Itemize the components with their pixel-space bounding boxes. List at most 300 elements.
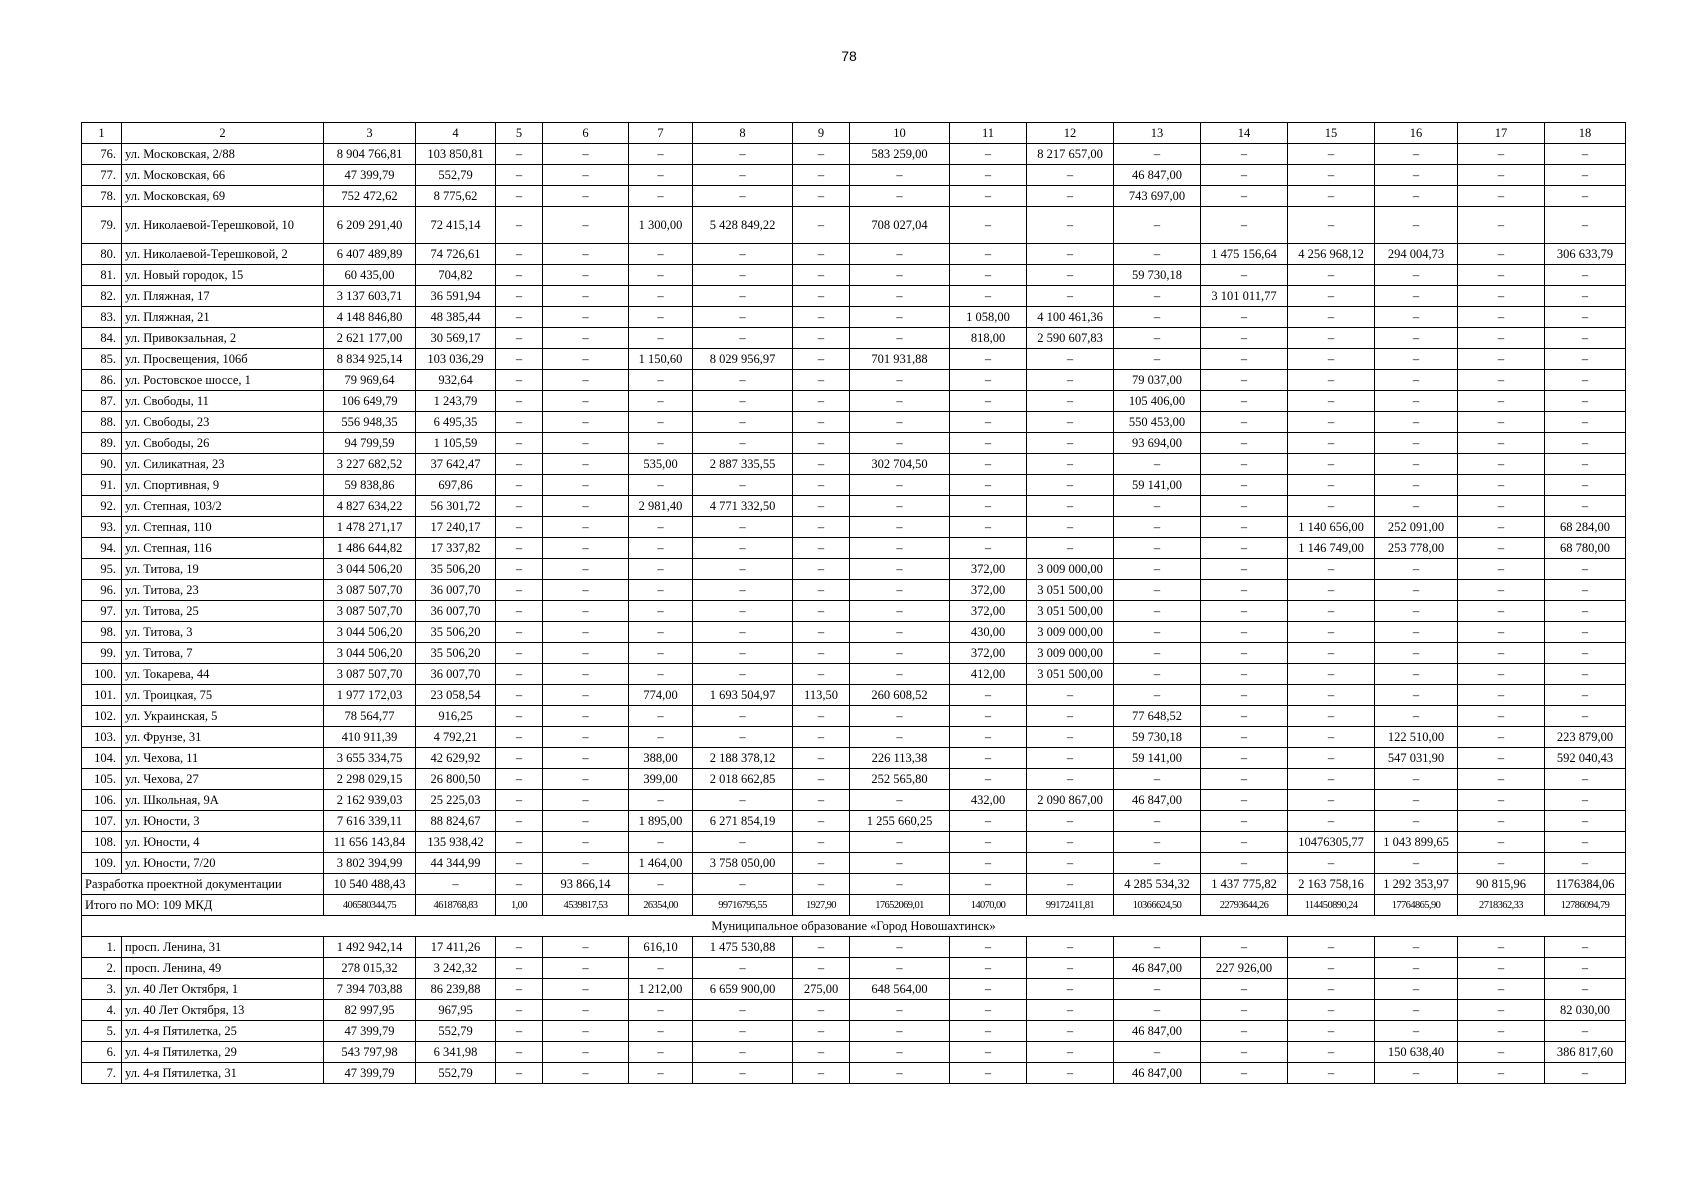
value-cell: –	[1375, 144, 1458, 165]
value-cell: –	[1027, 979, 1114, 1000]
value-cell: –	[1201, 622, 1288, 643]
value-cell: 399,00	[629, 769, 693, 790]
value-cell: –	[1545, 769, 1626, 790]
value-cell: –	[1375, 601, 1458, 622]
column-header: 16	[1375, 123, 1458, 144]
value-cell: 616,10	[629, 937, 693, 958]
value-cell: –	[1288, 811, 1375, 832]
value-cell: –	[1375, 811, 1458, 832]
value-cell: 372,00	[950, 559, 1027, 580]
value-cell: –	[1545, 685, 1626, 706]
value-cell: 1 058,00	[950, 307, 1027, 328]
value-cell: –	[1201, 790, 1288, 811]
value-cell: –	[543, 244, 629, 265]
value-cell: –	[793, 496, 850, 517]
value-cell: –	[1027, 1063, 1114, 1084]
value-cell: –	[1545, 207, 1626, 244]
row-number: 1.	[82, 937, 122, 958]
value-cell: –	[543, 643, 629, 664]
value-cell: 14070,00	[950, 895, 1027, 916]
value-cell: 302 704,50	[850, 454, 950, 475]
value-cell: –	[850, 664, 950, 685]
value-cell: –	[496, 643, 543, 664]
value-cell: –	[1375, 186, 1458, 207]
address-cell: ул. Степная, 103/2	[122, 496, 324, 517]
value-cell: –	[1458, 727, 1545, 748]
value-cell: 3 009 000,00	[1027, 622, 1114, 643]
value-cell: 8 029 956,97	[693, 349, 793, 370]
value-cell: 88 824,67	[416, 811, 496, 832]
value-cell: –	[1288, 496, 1375, 517]
row-number: 80.	[82, 244, 122, 265]
value-cell: 372,00	[950, 601, 1027, 622]
value-cell: –	[629, 475, 693, 496]
value-cell: –	[850, 622, 950, 643]
value-cell: –	[1458, 601, 1545, 622]
value-cell: –	[543, 853, 629, 874]
row-number: 102.	[82, 706, 122, 727]
value-cell: –	[850, 1063, 950, 1084]
value-cell: –	[1375, 433, 1458, 454]
value-cell: 3 087 507,70	[324, 580, 416, 601]
value-cell: –	[1545, 454, 1626, 475]
value-cell: –	[793, 1042, 850, 1063]
row-number: 81.	[82, 265, 122, 286]
value-cell: –	[1027, 769, 1114, 790]
row-number: 7.	[82, 1063, 122, 1084]
value-cell: 1 140 656,00	[1288, 517, 1375, 538]
value-cell: –	[1027, 685, 1114, 706]
value-cell: 3 087 507,70	[324, 601, 416, 622]
value-cell: –	[950, 538, 1027, 559]
value-cell: 8 834 925,14	[324, 349, 416, 370]
value-cell: –	[1027, 832, 1114, 853]
value-cell: 275,00	[793, 979, 850, 1000]
row-number: 96.	[82, 580, 122, 601]
value-cell: 6 659 900,00	[693, 979, 793, 1000]
value-cell: –	[1201, 1021, 1288, 1042]
column-header: 1	[82, 123, 122, 144]
value-cell: –	[496, 580, 543, 601]
value-cell: –	[850, 1021, 950, 1042]
row-number: 3.	[82, 979, 122, 1000]
value-cell: –	[1288, 144, 1375, 165]
value-cell: 82 030,00	[1545, 1000, 1626, 1021]
address-cell: ул. 4-я Пятилетка, 25	[122, 1021, 324, 1042]
value-cell: –	[1288, 601, 1375, 622]
value-cell: 74 726,61	[416, 244, 496, 265]
value-cell: –	[950, 517, 1027, 538]
value-cell: 388,00	[629, 748, 693, 769]
value-cell: –	[1458, 685, 1545, 706]
value-cell: –	[950, 685, 1027, 706]
value-cell: 6 407 489,89	[324, 244, 416, 265]
value-cell: –	[496, 328, 543, 349]
value-cell: –	[850, 958, 950, 979]
value-cell: –	[629, 958, 693, 979]
value-cell: –	[543, 601, 629, 622]
value-cell: –	[950, 475, 1027, 496]
row-number: 108.	[82, 832, 122, 853]
value-cell: –	[1545, 706, 1626, 727]
value-cell: –	[950, 727, 1027, 748]
value-cell: 1 437 775,82	[1201, 874, 1288, 895]
value-cell: 1 255 660,25	[850, 811, 950, 832]
value-cell: 35 506,20	[416, 559, 496, 580]
value-cell: –	[693, 307, 793, 328]
value-cell: 294 004,73	[1375, 244, 1458, 265]
value-cell: –	[496, 832, 543, 853]
value-cell: –	[850, 328, 950, 349]
value-cell: –	[793, 391, 850, 412]
value-cell: –	[1027, 538, 1114, 559]
value-cell: –	[850, 165, 950, 186]
value-cell: –	[496, 454, 543, 475]
value-cell: –	[1201, 1063, 1288, 1084]
value-cell: 1927,90	[793, 895, 850, 916]
value-cell: 430,00	[950, 622, 1027, 643]
value-cell: –	[950, 207, 1027, 244]
table-row	[82, 937, 1626, 958]
value-cell: 2 981,40	[629, 496, 693, 517]
value-cell: –	[543, 144, 629, 165]
value-cell: –	[693, 643, 793, 664]
value-cell: –	[693, 832, 793, 853]
value-cell: 60 435,00	[324, 265, 416, 286]
value-cell: –	[950, 958, 1027, 979]
value-cell: –	[629, 622, 693, 643]
value-cell: –	[1288, 286, 1375, 307]
address-cell: ул. Титова, 7	[122, 643, 324, 664]
value-cell: 583 259,00	[850, 144, 950, 165]
value-cell: –	[1458, 328, 1545, 349]
table-row	[82, 958, 1626, 979]
value-cell: 543 797,98	[324, 1042, 416, 1063]
value-cell: –	[793, 664, 850, 685]
value-cell: 3 227 682,52	[324, 454, 416, 475]
value-cell: –	[1114, 622, 1201, 643]
value-cell: 3 051 500,00	[1027, 580, 1114, 601]
value-cell: –	[1114, 979, 1201, 1000]
value-cell: 1 043 899,65	[1375, 832, 1458, 853]
row-number: 86.	[82, 370, 122, 391]
value-cell: –	[496, 937, 543, 958]
value-cell: –	[693, 559, 793, 580]
value-cell: 1 464,00	[629, 853, 693, 874]
value-cell: –	[693, 517, 793, 538]
value-cell: –	[1458, 433, 1545, 454]
value-cell: –	[1545, 412, 1626, 433]
value-cell: 743 697,00	[1114, 186, 1201, 207]
value-cell: –	[1545, 1021, 1626, 1042]
value-cell: 3 051 500,00	[1027, 664, 1114, 685]
column-header: 11	[950, 123, 1027, 144]
project-documentation-row	[82, 874, 1626, 895]
value-cell: –	[496, 412, 543, 433]
value-cell: 3 101 011,77	[1201, 286, 1288, 307]
value-cell: –	[1288, 454, 1375, 475]
value-cell: –	[496, 790, 543, 811]
value-cell: –	[1458, 349, 1545, 370]
value-cell: –	[693, 144, 793, 165]
column-header: 3	[324, 123, 416, 144]
value-cell: 227 926,00	[1201, 958, 1288, 979]
value-cell: 4 792,21	[416, 727, 496, 748]
value-cell: –	[1375, 664, 1458, 685]
table-row	[82, 979, 1626, 1000]
value-cell: 135 938,42	[416, 832, 496, 853]
value-cell: –	[1458, 664, 1545, 685]
value-cell: 1 977 172,03	[324, 685, 416, 706]
value-cell: –	[496, 286, 543, 307]
row-number: 104.	[82, 748, 122, 769]
value-cell: –	[1201, 601, 1288, 622]
table-row	[82, 286, 1626, 307]
row-number: 109.	[82, 853, 122, 874]
value-cell: –	[1545, 307, 1626, 328]
value-cell: –	[629, 727, 693, 748]
value-cell: 44 344,99	[416, 853, 496, 874]
value-cell: 226 113,38	[850, 748, 950, 769]
value-cell: –	[496, 1000, 543, 1021]
value-cell: –	[629, 286, 693, 307]
value-cell: –	[1201, 207, 1288, 244]
row-number: 89.	[82, 433, 122, 454]
row-number: 92.	[82, 496, 122, 517]
value-cell: –	[693, 538, 793, 559]
value-cell: 556 948,35	[324, 412, 416, 433]
value-cell: 113,50	[793, 685, 850, 706]
value-cell: –	[1114, 1042, 1201, 1063]
value-cell: –	[496, 727, 543, 748]
column-header: 12	[1027, 123, 1114, 144]
value-cell: –	[1201, 706, 1288, 727]
value-cell: 59 730,18	[1114, 265, 1201, 286]
value-cell: –	[850, 517, 950, 538]
column-header: 5	[496, 123, 543, 144]
value-cell: –	[850, 475, 950, 496]
row-number: 76.	[82, 144, 122, 165]
value-cell: 79 969,64	[324, 370, 416, 391]
address-cell: ул. Степная, 116	[122, 538, 324, 559]
value-cell: –	[1288, 328, 1375, 349]
value-cell: –	[1545, 496, 1626, 517]
value-cell: 17 240,17	[416, 517, 496, 538]
value-cell: –	[1545, 937, 1626, 958]
value-cell: –	[693, 475, 793, 496]
value-cell: –	[496, 496, 543, 517]
value-cell: –	[1545, 622, 1626, 643]
value-cell: –	[543, 664, 629, 685]
address-cell: ул. Свободы, 26	[122, 433, 324, 454]
value-cell: –	[1458, 748, 1545, 769]
table-header-row	[82, 123, 1626, 144]
column-header: 2	[122, 123, 324, 144]
value-cell: 774,00	[629, 685, 693, 706]
value-cell: –	[496, 748, 543, 769]
value-cell: 4 256 968,12	[1288, 244, 1375, 265]
value-cell: –	[950, 454, 1027, 475]
value-cell: –	[950, 186, 1027, 207]
row-number: 87.	[82, 391, 122, 412]
value-cell: –	[1458, 580, 1545, 601]
row-number: 6.	[82, 1042, 122, 1063]
value-cell: –	[1458, 475, 1545, 496]
value-cell: –	[1027, 186, 1114, 207]
section-header-row	[82, 916, 1626, 937]
value-cell: –	[793, 475, 850, 496]
value-cell: –	[950, 244, 1027, 265]
value-cell: –	[1114, 517, 1201, 538]
row-number: 84.	[82, 328, 122, 349]
value-cell: –	[1458, 1063, 1545, 1084]
address-cell: ул. Степная, 110	[122, 517, 324, 538]
value-cell: 3 009 000,00	[1027, 643, 1114, 664]
address-cell: ул. Школьная, 9А	[122, 790, 324, 811]
value-cell: –	[693, 874, 793, 895]
value-cell: 79 037,00	[1114, 370, 1201, 391]
value-cell: –	[850, 727, 950, 748]
row-number: 5.	[82, 1021, 122, 1042]
value-cell: –	[793, 412, 850, 433]
value-cell: –	[1545, 165, 1626, 186]
value-cell: –	[1288, 186, 1375, 207]
value-cell: –	[1114, 853, 1201, 874]
value-cell: –	[850, 370, 950, 391]
value-cell: –	[496, 1042, 543, 1063]
value-cell: –	[793, 958, 850, 979]
value-cell: –	[1375, 412, 1458, 433]
value-cell: –	[1458, 244, 1545, 265]
value-cell: –	[629, 370, 693, 391]
value-cell: –	[629, 244, 693, 265]
value-cell: 56 301,72	[416, 496, 496, 517]
value-cell: –	[1288, 412, 1375, 433]
table-row	[82, 165, 1626, 186]
value-cell: –	[793, 144, 850, 165]
value-cell: –	[950, 937, 1027, 958]
value-cell: –	[543, 412, 629, 433]
value-cell: –	[1375, 937, 1458, 958]
data-table	[81, 122, 1626, 1084]
value-cell: 7 394 703,88	[324, 979, 416, 1000]
value-cell: –	[1027, 727, 1114, 748]
value-cell: –	[543, 958, 629, 979]
value-cell: –	[1027, 391, 1114, 412]
value-cell: –	[1375, 979, 1458, 1000]
value-cell: –	[1288, 706, 1375, 727]
table-row	[82, 265, 1626, 286]
value-cell: –	[850, 937, 950, 958]
value-cell: –	[1201, 165, 1288, 186]
value-cell: –	[629, 186, 693, 207]
value-cell: –	[850, 601, 950, 622]
value-cell: –	[1458, 307, 1545, 328]
value-cell: 35 506,20	[416, 622, 496, 643]
value-cell: 535,00	[629, 454, 693, 475]
address-cell: ул. Московская, 69	[122, 186, 324, 207]
value-cell: –	[1201, 454, 1288, 475]
value-cell: –	[950, 811, 1027, 832]
value-cell: 752 472,62	[324, 186, 416, 207]
value-cell: –	[543, 328, 629, 349]
value-cell: –	[629, 559, 693, 580]
value-cell: –	[793, 328, 850, 349]
value-cell: 36 591,94	[416, 286, 496, 307]
value-cell: –	[793, 790, 850, 811]
value-cell: –	[1201, 412, 1288, 433]
value-cell: –	[629, 1000, 693, 1021]
address-cell: просп. Ленина, 31	[122, 937, 324, 958]
table-row	[82, 580, 1626, 601]
value-cell: –	[1027, 853, 1114, 874]
value-cell: –	[1375, 1000, 1458, 1021]
value-cell: –	[693, 580, 793, 601]
value-cell: –	[1114, 643, 1201, 664]
value-cell: 708 027,04	[850, 207, 950, 244]
row-number: 106.	[82, 790, 122, 811]
value-cell: 252 091,00	[1375, 517, 1458, 538]
value-cell: 252 565,80	[850, 769, 950, 790]
value-cell: –	[1114, 244, 1201, 265]
value-cell: 1 212,00	[629, 979, 693, 1000]
value-cell: –	[793, 937, 850, 958]
value-cell: –	[1114, 286, 1201, 307]
value-cell: –	[629, 1063, 693, 1084]
value-cell: –	[1201, 370, 1288, 391]
value-cell: –	[950, 496, 1027, 517]
value-cell: 42 629,92	[416, 748, 496, 769]
value-cell: 35 506,20	[416, 643, 496, 664]
value-cell: –	[793, 706, 850, 727]
column-header: 18	[1545, 123, 1626, 144]
value-cell: –	[629, 265, 693, 286]
value-cell: –	[496, 769, 543, 790]
value-cell: –	[1458, 1021, 1545, 1042]
value-cell: –	[693, 265, 793, 286]
value-cell: –	[1201, 349, 1288, 370]
value-cell: –	[496, 958, 543, 979]
value-cell: –	[793, 433, 850, 454]
value-cell: –	[693, 1021, 793, 1042]
value-cell: –	[1545, 580, 1626, 601]
row-number: 78.	[82, 186, 122, 207]
address-cell: ул. Пляжная, 17	[122, 286, 324, 307]
address-cell: просп. Ленина, 49	[122, 958, 324, 979]
value-cell: 1 292 353,97	[1375, 874, 1458, 895]
value-cell: 2 018 662,85	[693, 769, 793, 790]
value-cell: –	[1545, 186, 1626, 207]
value-cell: –	[1288, 559, 1375, 580]
table-row	[82, 412, 1626, 433]
value-cell: –	[693, 165, 793, 186]
table-row	[82, 517, 1626, 538]
value-cell: 2718362,33	[1458, 895, 1545, 916]
value-cell: –	[1114, 937, 1201, 958]
value-cell: –	[629, 601, 693, 622]
value-cell: –	[543, 349, 629, 370]
address-cell: ул. 40 Лет Октября, 13	[122, 1000, 324, 1021]
value-cell: –	[543, 622, 629, 643]
row-number: 107.	[82, 811, 122, 832]
value-cell: 2 621 177,00	[324, 328, 416, 349]
value-cell: –	[793, 307, 850, 328]
row-number: 95.	[82, 559, 122, 580]
value-cell: –	[1201, 391, 1288, 412]
value-cell: –	[850, 790, 950, 811]
table-row	[82, 643, 1626, 664]
value-cell: –	[1375, 207, 1458, 244]
